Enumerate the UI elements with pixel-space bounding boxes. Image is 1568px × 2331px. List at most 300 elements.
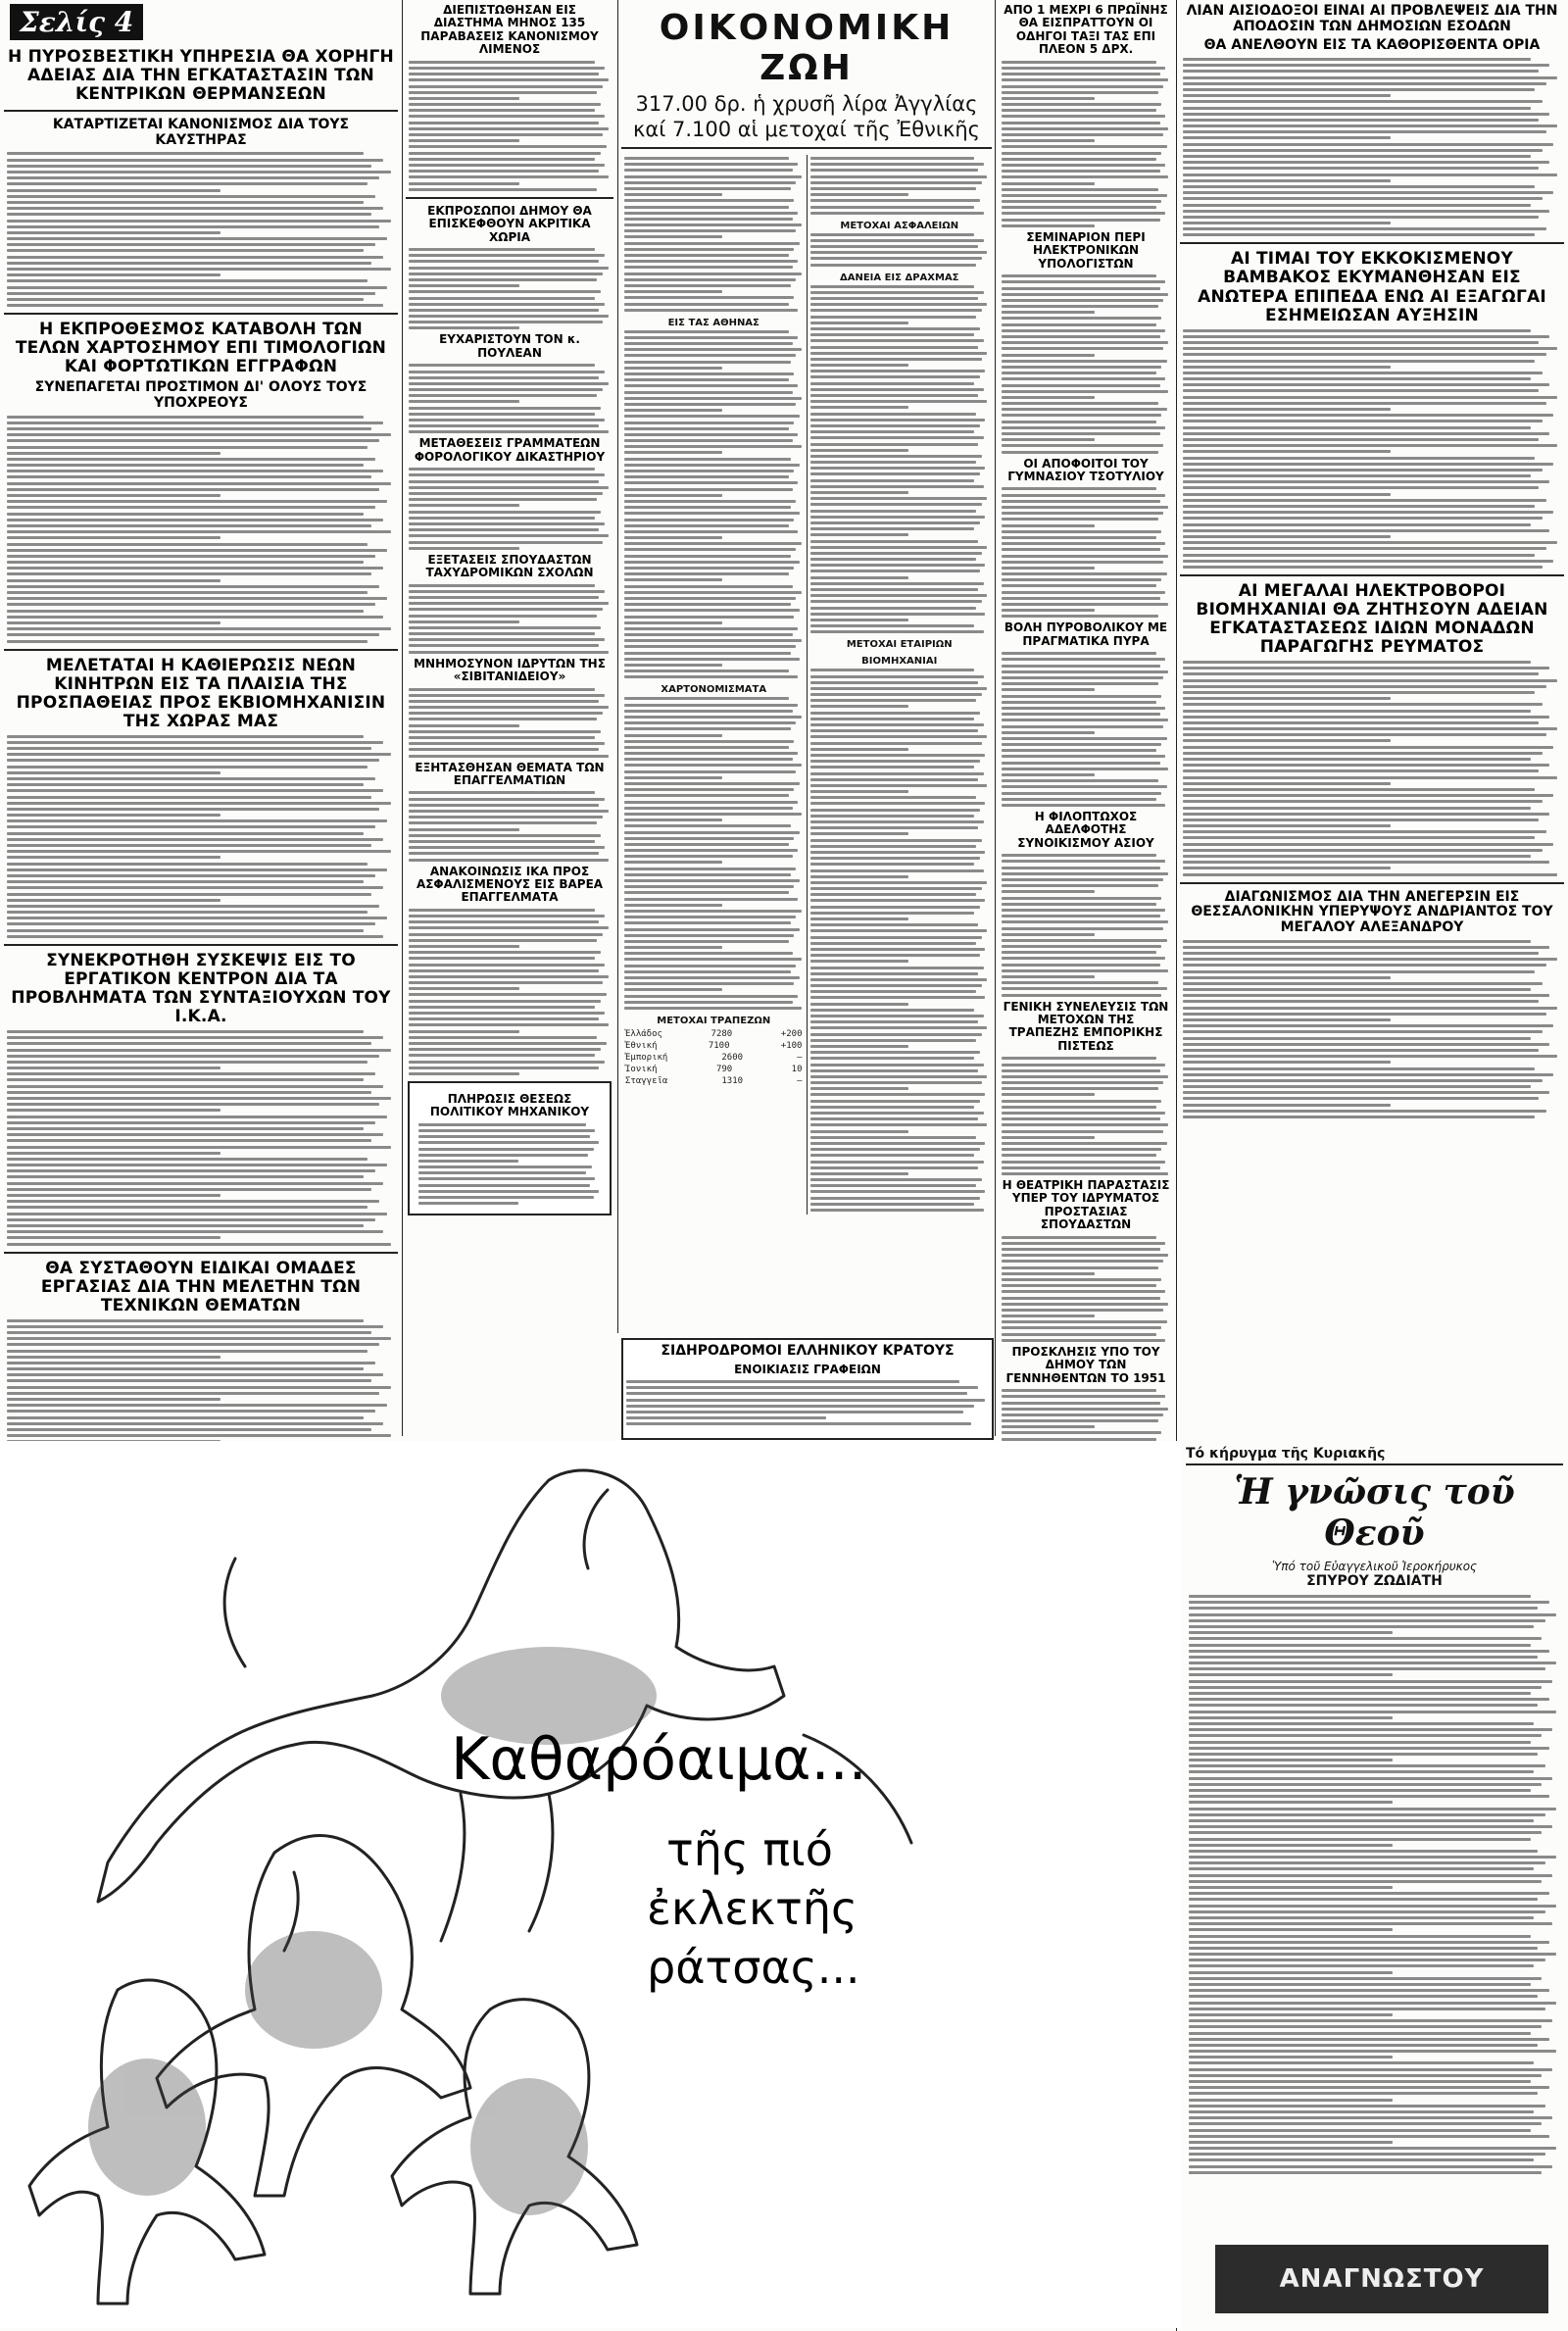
text-line bbox=[810, 546, 988, 549]
text-line bbox=[1189, 1989, 1549, 1992]
headline: ΕΞΗΤΑΣΘΗΣΑΝ ΘΕΜΑΤΑ ΤΩΝ ΕΠΑΓΓΕΛΜΑΤΙΩΝ bbox=[415, 760, 605, 787]
text-line bbox=[1002, 194, 1167, 197]
text-line bbox=[624, 372, 794, 375]
text-line bbox=[7, 1121, 375, 1124]
text-line bbox=[1189, 2116, 1552, 2119]
text-line bbox=[626, 1411, 963, 1413]
text-line bbox=[7, 844, 371, 847]
text-line bbox=[1002, 548, 1160, 551]
text-line bbox=[624, 873, 791, 876]
article-body bbox=[1183, 329, 1561, 569]
text-line bbox=[7, 1331, 371, 1334]
economic-right-column bbox=[808, 155, 993, 1215]
text-line bbox=[7, 470, 383, 472]
headline: ΣΥΝΕΚΡΟΤΗΘΗ ΣΥΣΚΕΨΙΣ ΕΙΣ ΤΟ ΕΡΓΑΤΙΚΟΝ ΚΕΝΤΡΟΝ ΔΙΑ ΤΑ ΠΡΟΒΛΗΜΑΤΑ ΤΩΝ ΣΥΝΤΑΞΙΟΥΧΩΝ ΤΟΥ Ι.Κ.Α. bbox=[11, 950, 391, 1026]
text-line bbox=[1002, 139, 1095, 142]
text-line bbox=[624, 664, 722, 667]
text-line bbox=[1183, 222, 1391, 224]
text-line bbox=[810, 1020, 979, 1023]
text-line bbox=[1183, 457, 1535, 460]
text-line bbox=[810, 748, 908, 751]
text-line bbox=[810, 1075, 988, 1078]
table-title: ΔΑΝΕΙΑ ΕΙΣ ΔΡΑΧΜΑΣ bbox=[839, 272, 959, 283]
text-line bbox=[1189, 1667, 1545, 1670]
text-line bbox=[1002, 1123, 1168, 1126]
text-line bbox=[1002, 981, 1158, 984]
text-line bbox=[1183, 716, 1549, 719]
text-line bbox=[1183, 1000, 1539, 1003]
text-line bbox=[624, 439, 793, 442]
headline: Η ΦΙΛΟΠΤΩΧΟΣ ΑΔΕΛΦΟΤΗΣ ΣΥΝΟΙΚΙΣΜΟΥ ΑΣΙΟΥ bbox=[1017, 809, 1154, 850]
text-line bbox=[810, 1093, 986, 1096]
text-line bbox=[1183, 341, 1539, 344]
text-line bbox=[409, 694, 605, 697]
headline: ΟΙ ΑΠΟΦΟΙΤΟΙ ΤΟΥ ΓΥΜΝΑΣΙΟΥ ΤΣΟΤΥΛΙΟΥ bbox=[1007, 456, 1164, 483]
text-line bbox=[1002, 945, 1161, 948]
text-line bbox=[810, 1033, 982, 1036]
text-line bbox=[7, 1139, 371, 1142]
text-line bbox=[624, 788, 794, 791]
text-line bbox=[624, 782, 800, 785]
text-line bbox=[1183, 58, 1531, 61]
text-line bbox=[7, 159, 383, 162]
text-line bbox=[1002, 1136, 1095, 1139]
text-line bbox=[810, 233, 975, 236]
text-line bbox=[7, 475, 371, 478]
text-line bbox=[624, 409, 722, 412]
text-line bbox=[1002, 1395, 1165, 1398]
text-line bbox=[409, 602, 609, 605]
text-line bbox=[1183, 174, 1557, 176]
text-line bbox=[1002, 1100, 1161, 1103]
text-line bbox=[810, 1154, 975, 1157]
text-line bbox=[1002, 152, 1161, 155]
text-line bbox=[1183, 769, 1539, 772]
text-line bbox=[810, 1087, 908, 1090]
text-line bbox=[1189, 2061, 1534, 2064]
market-table bbox=[810, 157, 990, 215]
text-line bbox=[7, 819, 387, 822]
text-line bbox=[624, 470, 794, 472]
text-line bbox=[624, 500, 796, 503]
market-table bbox=[810, 233, 990, 267]
text-line bbox=[1002, 293, 1168, 296]
text-line bbox=[7, 195, 375, 198]
text-line bbox=[624, 597, 796, 600]
text-line bbox=[1189, 1613, 1556, 1616]
text-line bbox=[1002, 97, 1095, 100]
text-line bbox=[810, 291, 984, 294]
text-line bbox=[7, 1158, 368, 1161]
text-line bbox=[409, 590, 605, 593]
text-line bbox=[1002, 224, 1095, 227]
text-line bbox=[7, 1337, 391, 1340]
text-line bbox=[1189, 1825, 1552, 1828]
text-line bbox=[1002, 115, 1165, 118]
text-line bbox=[810, 906, 980, 909]
text-line bbox=[7, 868, 387, 871]
text-line bbox=[409, 755, 609, 758]
text-line bbox=[1002, 884, 1158, 887]
text-line bbox=[7, 753, 391, 756]
text-line bbox=[624, 965, 796, 967]
text-line bbox=[409, 61, 595, 64]
text-line bbox=[1002, 1166, 1160, 1169]
text-line bbox=[7, 771, 220, 774]
text-line bbox=[1189, 1898, 1538, 1901]
text-line bbox=[810, 687, 988, 690]
text-line bbox=[409, 644, 599, 647]
text-line bbox=[810, 303, 988, 306]
text-line bbox=[1002, 1236, 1156, 1239]
text-line bbox=[810, 594, 988, 597]
table-subtitle: ΒΙΟΜΗΧΑΝΙΑΙ bbox=[861, 656, 938, 668]
text-line bbox=[810, 693, 982, 696]
sermon-column bbox=[1186, 1446, 1563, 2177]
text-line bbox=[1183, 867, 1391, 869]
text-line bbox=[1189, 1789, 1531, 1792]
headline: ΣΕΜΙΝΑΡΙΟΝ ΠΕΡΙ ΗΛΕΚΤΡΟΝΙΚΩΝ ΥΠΟΛΟΓΙΣΤΩΝ bbox=[1026, 229, 1146, 271]
text-line bbox=[1189, 2135, 1549, 2138]
text-line bbox=[1002, 860, 1165, 863]
column-6 bbox=[1180, 0, 1564, 1121]
text-line bbox=[7, 929, 364, 932]
text-line bbox=[7, 279, 368, 282]
text-line bbox=[7, 1243, 391, 1246]
text-line bbox=[1002, 127, 1168, 130]
text-line bbox=[409, 596, 599, 599]
text-line bbox=[1189, 1656, 1538, 1659]
text-line bbox=[1183, 946, 1549, 949]
text-line bbox=[624, 916, 796, 918]
text-line bbox=[1189, 1716, 1393, 1719]
text-line bbox=[810, 461, 977, 464]
text-line bbox=[1002, 920, 1168, 923]
text-line bbox=[409, 78, 609, 81]
text-line bbox=[1183, 505, 1535, 508]
text-line bbox=[1183, 64, 1549, 67]
text-line bbox=[810, 285, 975, 288]
text-line bbox=[409, 964, 605, 967]
text-line bbox=[624, 309, 798, 312]
text-line bbox=[409, 909, 595, 912]
text-line bbox=[1189, 1856, 1556, 1859]
text-line bbox=[810, 754, 986, 757]
text-line bbox=[7, 256, 383, 259]
text-line bbox=[624, 885, 794, 888]
text-line bbox=[409, 834, 601, 837]
text-line bbox=[1002, 506, 1168, 509]
text-line bbox=[810, 497, 988, 500]
text-line bbox=[1183, 1091, 1549, 1094]
text-line bbox=[418, 1160, 518, 1163]
text-line bbox=[1183, 830, 1546, 833]
text-line bbox=[810, 333, 975, 336]
text-line bbox=[1002, 768, 1168, 770]
text-line bbox=[409, 1000, 601, 1003]
text-line bbox=[1002, 927, 1163, 930]
text-line bbox=[1189, 1680, 1552, 1683]
text-line bbox=[409, 303, 605, 306]
text-line bbox=[1189, 1905, 1556, 1908]
text-line bbox=[1002, 964, 1160, 967]
text-line bbox=[409, 109, 595, 112]
text-line bbox=[810, 990, 977, 993]
text-line bbox=[7, 572, 371, 575]
article-body bbox=[1002, 652, 1170, 807]
text-line bbox=[624, 336, 798, 339]
text-line bbox=[7, 171, 391, 174]
headline: ΑΠΟ 1 ΜΕΧΡΙ 6 ΠΡΩΪΝΗΣ ΘΑ ΕΙΣΠΡΑΤΤΟΥΝ ΟΙ ΟΔΗΓΟΙ ΤΑΞΙ ΤΑΣ ΕΠΙ ΠΛΕΟΝ 5 ΔΡΧ. bbox=[1004, 3, 1168, 57]
text-line bbox=[810, 712, 980, 715]
text-line bbox=[810, 169, 979, 172]
ad-headline: Καθαρόαιμα... bbox=[451, 1725, 867, 1794]
text-line bbox=[810, 430, 975, 433]
text-line bbox=[624, 235, 722, 238]
text-line bbox=[624, 824, 791, 827]
text-line bbox=[1002, 1425, 1095, 1428]
text-line bbox=[626, 1392, 967, 1395]
text-line bbox=[409, 248, 595, 251]
text-line bbox=[1183, 824, 1391, 827]
text-line bbox=[1189, 1964, 1534, 1967]
text-line bbox=[1183, 517, 1543, 520]
text-line bbox=[810, 375, 980, 378]
text-line bbox=[624, 609, 800, 612]
text-line bbox=[810, 1184, 977, 1187]
text-line bbox=[1183, 807, 1531, 810]
text-line bbox=[810, 996, 986, 999]
text-line bbox=[1002, 743, 1161, 746]
text-line bbox=[7, 201, 364, 204]
text-line bbox=[409, 321, 603, 323]
text-line bbox=[810, 967, 984, 969]
text-line bbox=[7, 1030, 364, 1033]
text-line bbox=[7, 1200, 379, 1203]
text-line bbox=[1002, 1431, 1161, 1434]
text-line bbox=[624, 831, 800, 834]
text-line bbox=[1183, 672, 1539, 675]
text-line bbox=[624, 284, 791, 287]
text-line bbox=[624, 633, 793, 636]
text-line bbox=[1002, 725, 1163, 728]
text-line bbox=[1002, 122, 1160, 124]
text-line bbox=[1189, 1844, 1393, 1847]
text-line bbox=[810, 588, 979, 591]
text-line bbox=[1189, 2056, 1393, 2058]
text-line bbox=[810, 552, 982, 555]
text-line bbox=[810, 984, 982, 987]
text-line bbox=[409, 97, 519, 100]
text-line bbox=[409, 394, 597, 397]
horses-illustration bbox=[0, 1441, 1181, 2328]
text-line bbox=[1189, 1722, 1534, 1725]
text-line bbox=[1002, 366, 1161, 369]
text-line bbox=[1183, 813, 1549, 816]
text-line bbox=[7, 555, 375, 558]
text-line bbox=[1002, 584, 1156, 587]
text-line bbox=[1002, 762, 1160, 765]
text-line bbox=[1183, 994, 1549, 997]
text-line bbox=[810, 1172, 908, 1175]
text-line bbox=[409, 511, 601, 514]
text-line bbox=[1002, 1057, 1156, 1060]
text-line bbox=[810, 772, 984, 775]
text-line bbox=[7, 549, 387, 552]
text-line bbox=[1189, 1637, 1542, 1640]
text-line bbox=[810, 869, 984, 872]
text-line bbox=[624, 591, 802, 594]
text-line bbox=[1002, 909, 1165, 912]
text-line bbox=[7, 452, 220, 455]
text-line bbox=[1002, 494, 1165, 497]
text-line bbox=[1002, 402, 1158, 405]
text-line bbox=[1002, 1320, 1167, 1323]
text-line bbox=[1002, 1402, 1160, 1405]
text-line bbox=[7, 579, 220, 582]
headline: ΠΛΗΡΩΣΙΣ ΘΕΣΕΩΣ ΠΟΛΙΤΙΚΟΥ ΜΗΧΑΝΙΚΟΥ bbox=[429, 1091, 590, 1119]
text-line bbox=[624, 940, 789, 943]
text-line bbox=[7, 500, 387, 503]
text-line bbox=[1189, 2032, 1531, 2035]
text-line bbox=[810, 796, 977, 799]
text-line bbox=[1002, 329, 1165, 332]
text-line bbox=[1189, 2147, 1556, 2150]
text-line bbox=[7, 1109, 220, 1112]
text-line bbox=[1183, 1104, 1391, 1107]
text-line bbox=[624, 506, 791, 509]
text-line bbox=[1189, 2171, 1542, 2174]
text-line bbox=[7, 1236, 220, 1239]
text-line bbox=[1189, 2074, 1542, 2077]
text-line bbox=[7, 886, 383, 889]
page-number-logo: Σελίς 4 bbox=[10, 4, 143, 40]
text-line bbox=[409, 91, 597, 94]
text-line bbox=[1189, 1759, 1393, 1761]
headline: ΑΝΑΚΟΙΝΩΣΙΣ ΙΚΑ ΠΡΟΣ ΑΣΦΑΛΙΣΜΕΝΟΥΣ ΕΙΣ ΒΑΡΕΑ ΕΠΑΓΓΕΛΜΑΤΑ bbox=[416, 864, 604, 905]
article-body bbox=[1002, 1236, 1170, 1342]
text-line bbox=[624, 260, 798, 263]
text-line bbox=[409, 1042, 607, 1045]
text-line bbox=[1002, 219, 1160, 222]
text-line bbox=[409, 840, 595, 843]
text-line bbox=[810, 467, 986, 470]
text-line bbox=[810, 1166, 979, 1169]
text-line bbox=[409, 504, 519, 507]
table-title: ΧΑΡΤΟΝΟΜΙΣΜΑΤΑ bbox=[661, 684, 767, 696]
text-line bbox=[810, 669, 975, 671]
text-line bbox=[1183, 566, 1543, 569]
text-line bbox=[1183, 776, 1557, 779]
table-row: Σταγγεῖα 1310 — bbox=[625, 1075, 803, 1086]
text-line bbox=[7, 1356, 220, 1359]
text-line bbox=[1183, 940, 1531, 943]
text-line bbox=[1189, 2129, 1531, 2132]
text-line bbox=[1189, 2008, 1545, 2010]
text-line bbox=[7, 1319, 364, 1322]
text-line bbox=[418, 1184, 590, 1187]
text-line bbox=[7, 1042, 371, 1045]
text-line bbox=[409, 1048, 601, 1051]
text-line bbox=[1183, 794, 1553, 797]
text-line bbox=[1183, 438, 1539, 441]
text-line bbox=[7, 917, 387, 919]
text-line bbox=[1002, 500, 1160, 503]
text-line bbox=[7, 1218, 375, 1221]
text-line bbox=[1002, 707, 1165, 710]
text-line bbox=[1183, 450, 1391, 453]
text-line bbox=[409, 1012, 605, 1015]
text-line bbox=[1183, 511, 1553, 514]
text-line bbox=[1183, 1024, 1553, 1027]
text-line bbox=[409, 915, 605, 918]
text-line bbox=[1189, 1935, 1531, 1938]
text-line bbox=[810, 742, 982, 745]
text-line bbox=[1002, 512, 1163, 515]
text-line bbox=[7, 458, 375, 461]
text-line bbox=[1183, 70, 1539, 73]
article-body bbox=[1002, 854, 1170, 996]
text-line bbox=[1002, 323, 1156, 326]
text-line bbox=[1183, 420, 1543, 422]
text-line bbox=[810, 936, 982, 939]
text-line bbox=[1183, 703, 1543, 706]
text-line bbox=[7, 176, 379, 179]
section-masthead: ΟΙΚΟΝΟΜΙΚΗ ΖΩΗ bbox=[659, 8, 955, 88]
text-line bbox=[624, 934, 794, 937]
text-line bbox=[409, 407, 601, 410]
text-line bbox=[7, 262, 371, 265]
text-line bbox=[810, 370, 986, 372]
text-line bbox=[1183, 529, 1549, 532]
text-line bbox=[7, 543, 368, 546]
text-line bbox=[1002, 755, 1165, 758]
text-line bbox=[1189, 1704, 1538, 1707]
text-line bbox=[810, 1064, 984, 1066]
text-line bbox=[7, 1194, 220, 1197]
text-line bbox=[1183, 1055, 1557, 1058]
text-line bbox=[810, 394, 979, 397]
text-line bbox=[1002, 311, 1095, 314]
text-line bbox=[1002, 170, 1160, 173]
text-line bbox=[7, 225, 379, 228]
text-line bbox=[624, 855, 793, 858]
text-line bbox=[1002, 1106, 1156, 1109]
text-line bbox=[624, 752, 798, 755]
text-line bbox=[7, 1182, 383, 1185]
text-line bbox=[409, 430, 609, 433]
text-line bbox=[1183, 739, 1391, 742]
text-line bbox=[1002, 444, 1163, 447]
text-line bbox=[810, 212, 984, 215]
text-line bbox=[409, 473, 605, 476]
text-line bbox=[409, 651, 609, 654]
text-line bbox=[624, 296, 794, 299]
text-line bbox=[1002, 103, 1161, 106]
text-line bbox=[624, 342, 793, 345]
text-line bbox=[409, 273, 603, 275]
text-line bbox=[810, 899, 986, 902]
text-line bbox=[810, 954, 980, 957]
text-line bbox=[1189, 1813, 1545, 1816]
text-line bbox=[7, 1072, 375, 1075]
text-line bbox=[624, 422, 794, 424]
text-line bbox=[7, 524, 371, 527]
text-line bbox=[624, 530, 798, 533]
article-body bbox=[409, 468, 611, 549]
text-line bbox=[624, 555, 791, 558]
text-line bbox=[1183, 952, 1539, 955]
